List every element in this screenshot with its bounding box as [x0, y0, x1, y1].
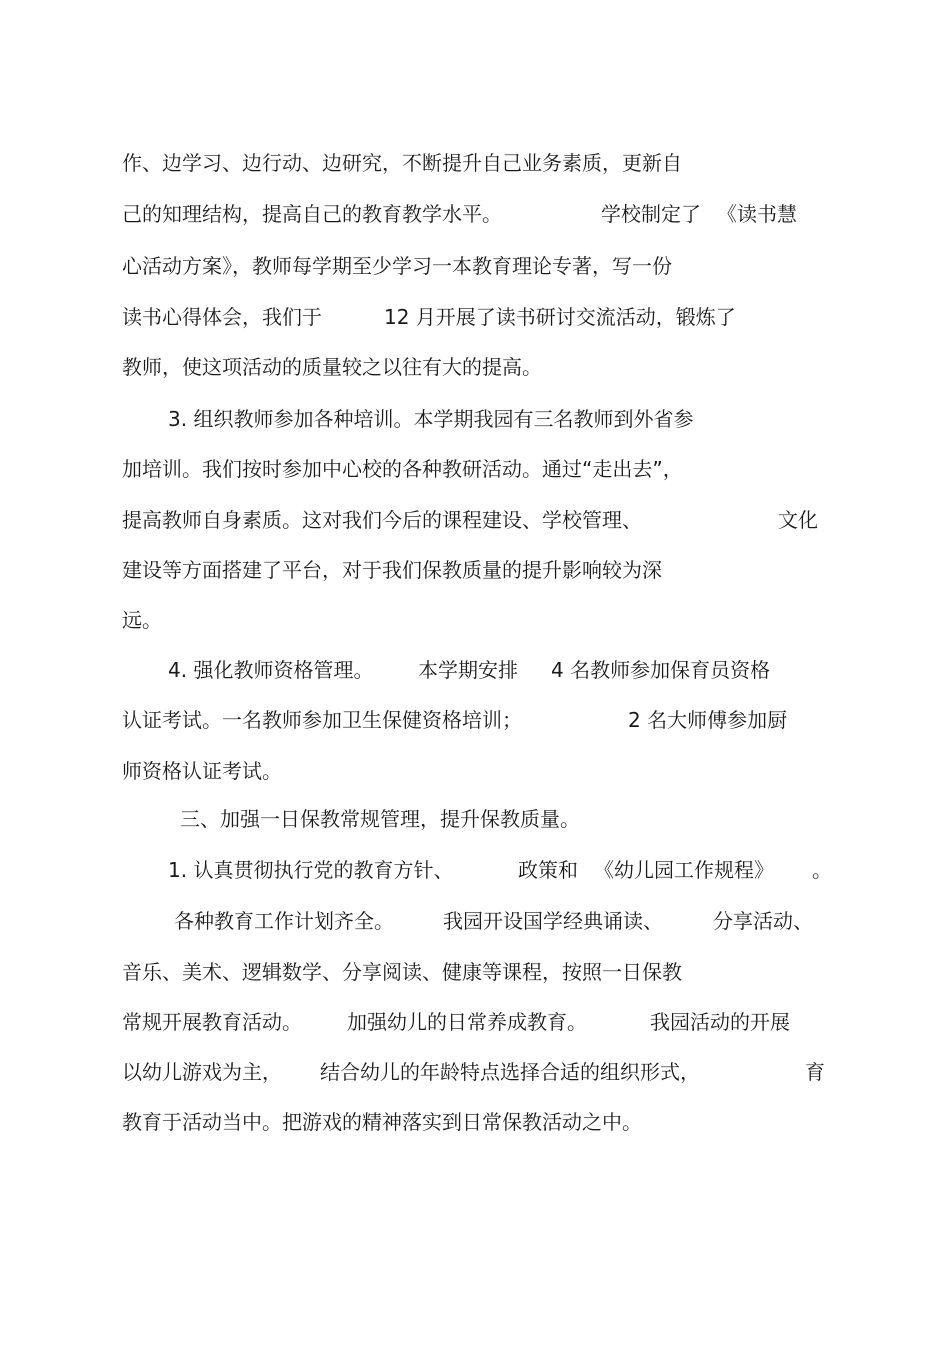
text-segment: 3. 组织教师参加各种培训。本学期我园有三名教师到外省参 — [168, 407, 694, 431]
text-line — [0, 655, 950, 685]
text-segment: 4. 强化教师资格管理。 — [168, 658, 374, 682]
text-segment: 提高教师自身素质。这对我们今后的课程建设、学校管理、 — [122, 508, 642, 532]
text-segment: 以幼儿游戏为主， — [122, 1060, 282, 1084]
text-segment: 心活动方案》，教师每学期至少学习一本教育理论专著，写一份 — [122, 254, 672, 278]
text-segment: 加培训。我们按时参加中心校的各种教研活动。通过“走出去”， — [122, 457, 683, 481]
text-segment: 学校制定了 — [601, 202, 701, 226]
text-segment: 常规开展教育活动。 — [122, 1010, 302, 1034]
text-segment: 《幼儿园工作规程》 — [594, 858, 774, 882]
text-line — [0, 404, 950, 434]
text-segment: 本学期安排 — [418, 658, 518, 682]
text-segment: 建设等方面搭建了平台，对于我们保教质量的提升影响较为深 — [122, 558, 662, 582]
text-segment: 我园活动的开展 — [650, 1010, 790, 1034]
text-line — [0, 1007, 950, 1037]
text-line — [0, 906, 950, 936]
text-segment: 认证考试。一名教师参加卫生保健资格培训； — [122, 708, 522, 732]
text-segment: 分享活动、 — [713, 909, 813, 933]
text-segment: 文化 — [778, 508, 818, 532]
text-segment: 教师，使这项活动的质量较之以往有大的提高。 — [122, 355, 542, 379]
text-segment: 教育于活动当中。把游戏的精神落实到日常保教活动之中。 — [122, 1110, 642, 1134]
text-line — [0, 148, 950, 178]
text-segment: 2 名大师傅参加厨 — [628, 708, 788, 732]
text-line — [0, 454, 950, 484]
text-segment: 《读书慧 — [717, 202, 797, 226]
text-line — [0, 804, 950, 834]
text-segment: 结合幼儿的年龄特点选择合适的组织形式， — [320, 1060, 700, 1084]
text-line — [0, 957, 950, 987]
text-line — [0, 352, 950, 382]
text-segment: 。 — [812, 858, 832, 882]
text-segment: 4 名教师参加保育员资格 — [551, 658, 771, 682]
text-line — [0, 756, 950, 786]
text-segment: 作、边学习、边行动、边研究，不断提升自己业务素质，更新自 — [122, 151, 682, 175]
text-line — [0, 505, 950, 535]
text-segment: 远。 — [122, 608, 162, 632]
text-line — [0, 705, 950, 735]
text-line — [0, 251, 950, 281]
text-segment: 1. 认真贯彻执行党的教育方针、 — [168, 858, 454, 882]
text-segment: 育 — [805, 1060, 825, 1084]
text-segment: 我园开设国学经典诵读、 — [443, 909, 663, 933]
text-segment: 政策和 — [518, 858, 578, 882]
text-line — [0, 605, 950, 635]
text-segment: 各种教育工作计划齐全。 — [174, 909, 394, 933]
text-segment: 读书心得体会，我们于 — [122, 305, 322, 329]
text-line — [0, 302, 950, 332]
text-line — [0, 555, 950, 585]
text-line — [0, 855, 950, 885]
text-line — [0, 1107, 950, 1137]
text-segment: 12 月开展了读书研讨交流活动，锻炼了 — [384, 305, 736, 329]
text-segment: 音乐、美术、逻辑数学、分享阅读、健康等课程，按照一日保教 — [122, 960, 682, 984]
text-segment: 师资格认证考试。 — [122, 759, 282, 783]
text-line — [0, 1057, 950, 1087]
text-segment: 己的知理结构，提高自己的教育教学水平。 — [122, 202, 502, 226]
text-line — [0, 199, 950, 229]
text-segment: 加强幼儿的日常养成教育。 — [347, 1010, 587, 1034]
text-segment: 三、加强一日保教常规管理，提升保教质量。 — [180, 807, 580, 831]
